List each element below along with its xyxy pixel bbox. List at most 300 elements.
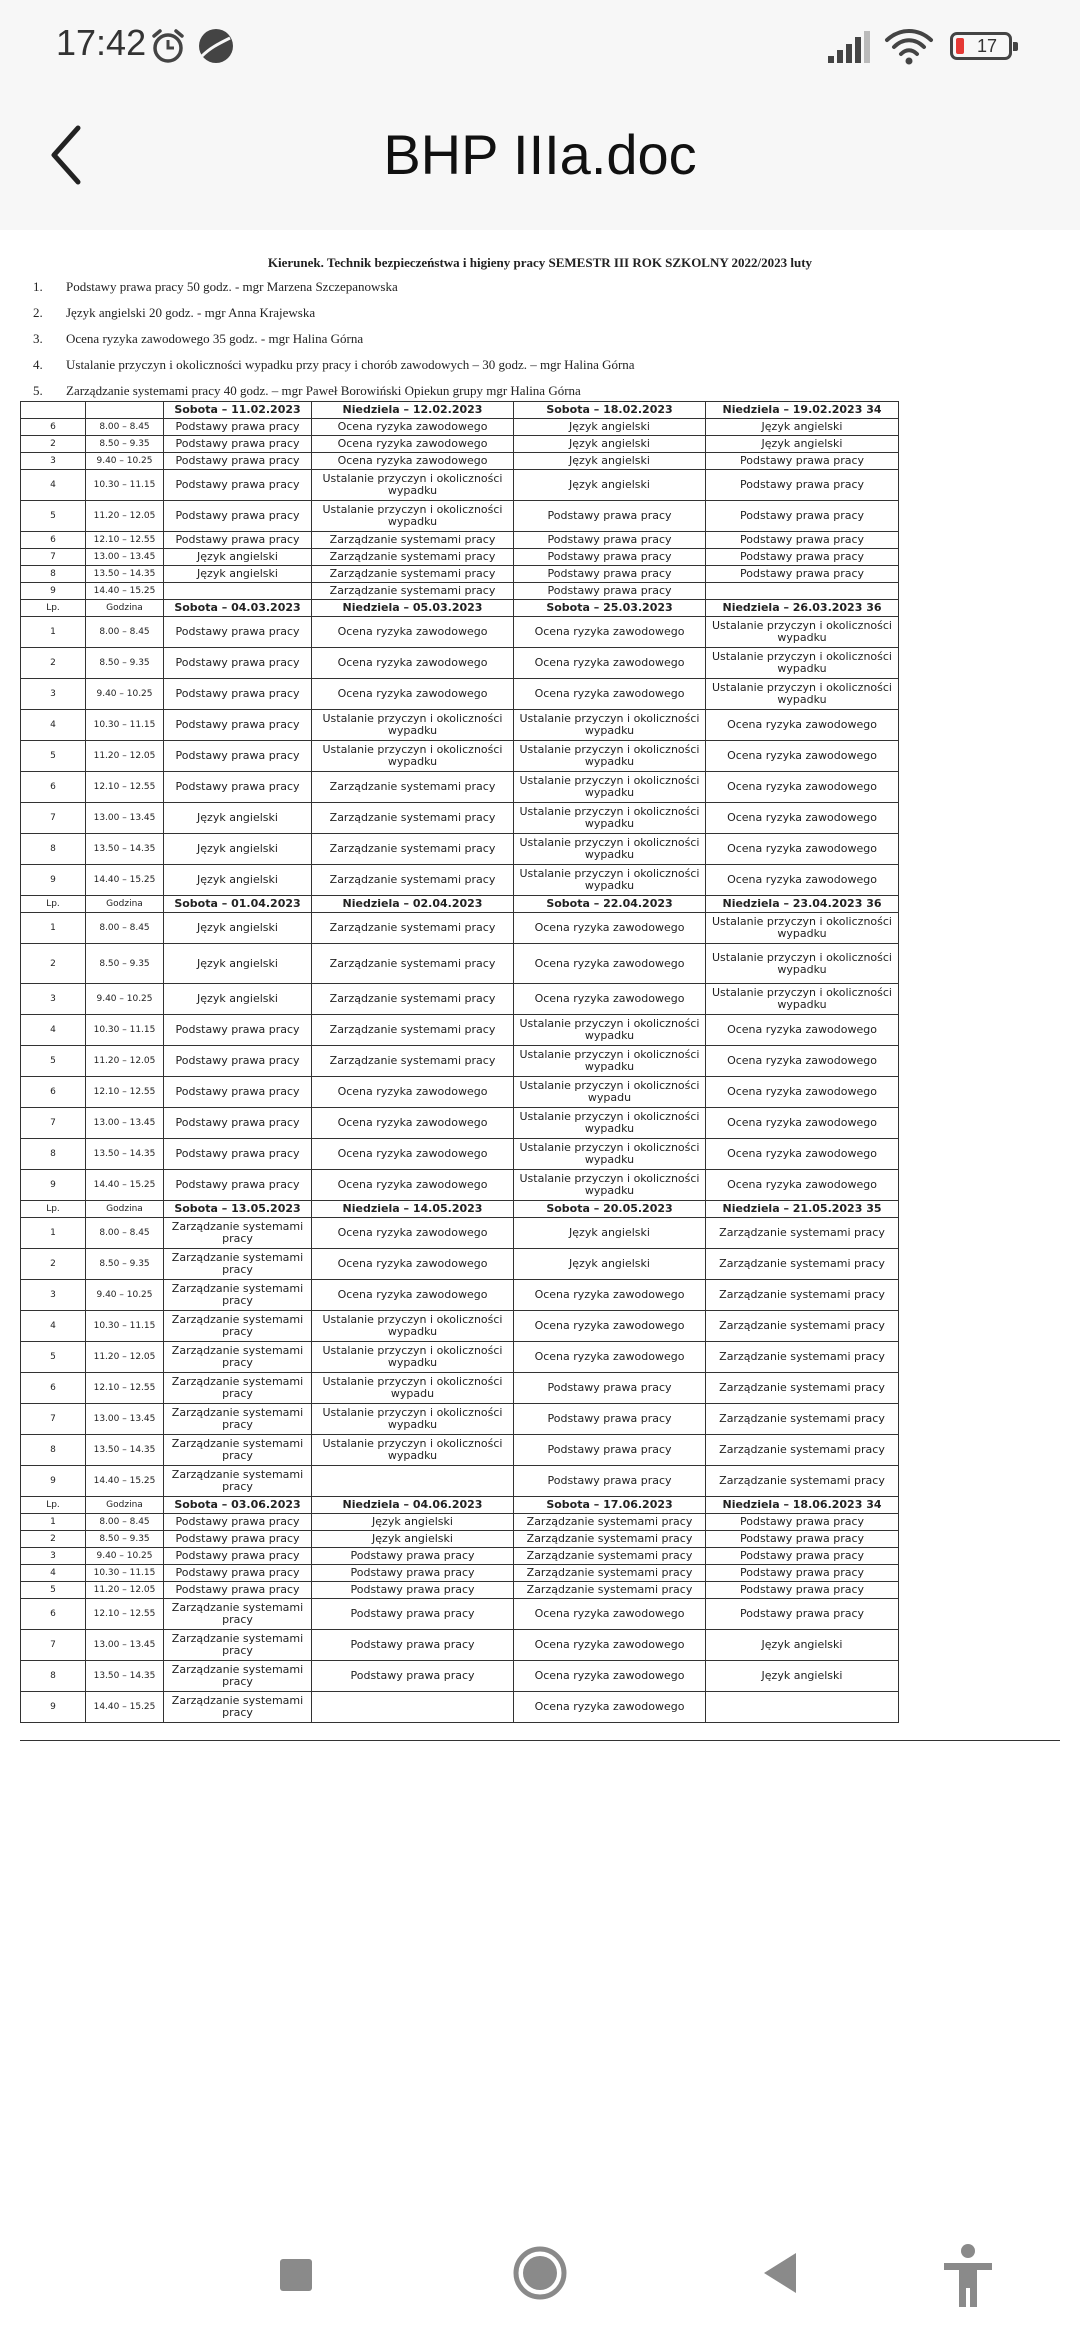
- day2-cell: Ocena ryzyka zawodowego: [312, 1139, 514, 1170]
- lesson-number-cell: 4: [21, 1311, 86, 1342]
- day2-cell: Zarządzanie systemami pracy: [312, 532, 514, 549]
- time-cell: 9.40 – 10.25: [86, 679, 164, 710]
- time-cell: 13.50 – 14.35: [86, 834, 164, 865]
- day4-cell: Podstawy prawa pracy: [706, 453, 899, 470]
- day4-cell: Zarządzanie systemami pracy: [706, 1373, 899, 1404]
- lesson-number-cell: 6: [21, 532, 86, 549]
- table-row: [21, 1108, 899, 1139]
- lesson-number-cell: 3: [21, 1548, 86, 1565]
- time-cell: 11.20 – 12.05: [86, 1046, 164, 1077]
- day1-cell: Podstawy prawa pracy: [164, 1582, 312, 1599]
- app-bar: [0, 80, 1080, 230]
- header-cell: Godzina: [86, 600, 164, 617]
- header-cell: Lp.: [21, 896, 86, 913]
- header-cell: Godzina: [86, 896, 164, 913]
- day1-cell: Podstawy prawa pracy: [164, 710, 312, 741]
- day1-cell: Zarządzanie systemami pracy: [164, 1218, 312, 1249]
- day4-cell: Podstawy prawa pracy: [706, 1599, 899, 1630]
- lesson-number-cell: 1: [21, 617, 86, 648]
- wifi-icon: [884, 26, 934, 66]
- table-row: [21, 913, 899, 944]
- accessibility-person-icon: [940, 2243, 996, 2309]
- day3-cell: Ocena ryzyka zawodowego: [514, 1311, 706, 1342]
- time-cell: 10.30 – 11.15: [86, 470, 164, 501]
- time-cell: 8.50 – 9.35: [86, 648, 164, 679]
- table-row: [21, 648, 899, 679]
- day1-cell: Podstawy prawa pracy: [164, 1077, 312, 1108]
- time-cell: 14.40 – 15.25: [86, 583, 164, 600]
- time-cell: 10.30 – 11.15: [86, 710, 164, 741]
- time-cell: 14.40 – 15.25: [86, 1692, 164, 1723]
- time-cell: 12.10 – 12.55: [86, 1077, 164, 1108]
- table-row: [21, 741, 899, 772]
- day2-cell: Zarządzanie systemami pracy: [312, 549, 514, 566]
- day4-cell: Język angielski: [706, 436, 899, 453]
- signal-icon: [826, 30, 874, 64]
- header-cell: Sobota – 18.02.2023: [514, 402, 706, 419]
- day2-cell: Ustalanie przyczyn i okoliczności wypadku: [312, 501, 514, 532]
- day1-cell: Podstawy prawa pracy: [164, 1015, 312, 1046]
- day3-cell: Ustalanie przyczyn i okoliczności wypadku: [514, 741, 706, 772]
- system-back-button[interactable]: [760, 2251, 800, 2295]
- home-button[interactable]: [512, 2245, 568, 2301]
- time-cell: 10.30 – 11.15: [86, 1311, 164, 1342]
- day3-cell: Ocena ryzyka zawodowego: [514, 1661, 706, 1692]
- lesson-number-cell: 5: [21, 1342, 86, 1373]
- table-row: [21, 1514, 899, 1531]
- time-cell: 14.40 – 15.25: [86, 1170, 164, 1201]
- day2-cell: Ocena ryzyka zawodowego: [312, 1108, 514, 1139]
- document-title: BHP IIIa.doc: [383, 123, 697, 186]
- day4-cell: Zarządzanie systemami pracy: [706, 1311, 899, 1342]
- lesson-number-cell: 1: [21, 1514, 86, 1531]
- day2-cell: Zarządzanie systemami pracy: [312, 1046, 514, 1077]
- time-cell: 9.40 – 10.25: [86, 1280, 164, 1311]
- day4-cell: Podstawy prawa pracy: [706, 470, 899, 501]
- day4-cell: Ustalanie przyczyn i okoliczności wypadku: [706, 617, 899, 648]
- day2-cell: Ocena ryzyka zawodowego: [312, 679, 514, 710]
- day1-cell: Podstawy prawa pracy: [164, 436, 312, 453]
- time-cell: 8.50 – 9.35: [86, 944, 164, 984]
- day4-cell: Zarządzanie systemami pracy: [706, 1342, 899, 1373]
- day1-cell: Podstawy prawa pracy: [164, 1548, 312, 1565]
- table-row: [21, 549, 899, 566]
- day4-cell: Podstawy prawa pracy: [706, 1582, 899, 1599]
- recents-button[interactable]: [276, 2255, 316, 2295]
- table-row: [21, 710, 899, 741]
- day1-cell: Podstawy prawa pracy: [164, 648, 312, 679]
- day4-cell: Ocena ryzyka zawodowego: [706, 834, 899, 865]
- header-cell: Sobota – 03.06.2023: [164, 1497, 312, 1514]
- day4-cell: Podstawy prawa pracy: [706, 501, 899, 532]
- schedule-header-row: [21, 896, 899, 913]
- day2-cell: Zarządzanie systemami pracy: [312, 913, 514, 944]
- table-row: [21, 501, 899, 532]
- lesson-number-cell: 4: [21, 710, 86, 741]
- day3-cell: Ocena ryzyka zawodowego: [514, 1630, 706, 1661]
- table-row: [21, 419, 899, 436]
- lesson-number-cell: 3: [21, 679, 86, 710]
- lesson-number-cell: 3: [21, 453, 86, 470]
- day3-cell: Podstawy prawa pracy: [514, 1373, 706, 1404]
- day2-cell: [312, 1692, 514, 1723]
- day1-cell: Język angielski: [164, 913, 312, 944]
- time-cell: 10.30 – 11.15: [86, 1015, 164, 1046]
- day1-cell: Podstawy prawa pracy: [164, 453, 312, 470]
- day2-cell: Podstawy prawa pracy: [312, 1565, 514, 1582]
- time-cell: 11.20 – 12.05: [86, 501, 164, 532]
- day1-cell: Podstawy prawa pracy: [164, 617, 312, 648]
- lesson-number-cell: 7: [21, 1108, 86, 1139]
- header-cell: Sobota – 11.02.2023: [164, 402, 312, 419]
- day1-cell: Podstawy prawa pracy: [164, 772, 312, 803]
- day3-cell: Podstawy prawa pracy: [514, 1404, 706, 1435]
- lesson-number-cell: 8: [21, 1435, 86, 1466]
- day3-cell: Ocena ryzyka zawodowego: [514, 1342, 706, 1373]
- day1-cell: Język angielski: [164, 984, 312, 1015]
- list-item: 4. Ustalanie przyczyn i okoliczności wypadku przy pracy i chorób zawodowych – 30 godz. – mgr Halina Górna: [46, 357, 1060, 373]
- day3-cell: Zarządzanie systemami pracy: [514, 1565, 706, 1582]
- day3-cell: Zarządzanie systemami pracy: [514, 1548, 706, 1565]
- day4-cell: Ocena ryzyka zawodowego: [706, 741, 899, 772]
- day1-cell: Język angielski: [164, 803, 312, 834]
- table-row: [21, 1342, 899, 1373]
- lesson-number-cell: 1: [21, 913, 86, 944]
- day2-cell: Podstawy prawa pracy: [312, 1582, 514, 1599]
- time-cell: 12.10 – 12.55: [86, 532, 164, 549]
- day3-cell: Język angielski: [514, 453, 706, 470]
- day2-cell: Podstawy prawa pracy: [312, 1599, 514, 1630]
- day4-cell: Ustalanie przyczyn i okoliczności wypadku: [706, 648, 899, 679]
- day4-cell: Ocena ryzyka zawodowego: [706, 1108, 899, 1139]
- day1-cell: Zarządzanie systemami pracy: [164, 1466, 312, 1497]
- table-row: [21, 1531, 899, 1548]
- day3-cell: Język angielski: [514, 419, 706, 436]
- day1-cell: Zarządzanie systemami pracy: [164, 1435, 312, 1466]
- day4-cell: Zarządzanie systemami pracy: [706, 1404, 899, 1435]
- lesson-number-cell: 5: [21, 1046, 86, 1077]
- day2-cell: Ustalanie przyczyn i okoliczności wypadu: [312, 1373, 514, 1404]
- table-row: [21, 944, 899, 984]
- time-cell: 13.00 – 13.45: [86, 549, 164, 566]
- lesson-number-cell: 2: [21, 648, 86, 679]
- lesson-number-cell: 3: [21, 1280, 86, 1311]
- time-cell: 10.30 – 11.15: [86, 1565, 164, 1582]
- lesson-number-cell: 5: [21, 1582, 86, 1599]
- day4-cell: Ocena ryzyka zawodowego: [706, 1077, 899, 1108]
- time-cell: 11.20 – 12.05: [86, 1342, 164, 1373]
- table-row: [21, 1046, 899, 1077]
- time-cell: 13.00 – 13.45: [86, 1630, 164, 1661]
- schedule-header-row: [21, 1201, 899, 1218]
- day3-cell: Ustalanie przyczyn i okoliczności wypadu: [514, 1077, 706, 1108]
- schedule-header-row: [21, 402, 899, 419]
- day4-cell: Ocena ryzyka zawodowego: [706, 710, 899, 741]
- day3-cell: Ustalanie przyczyn i okoliczności wypadku: [514, 772, 706, 803]
- header-cell: Sobota – 01.04.2023: [164, 896, 312, 913]
- day2-cell: Ocena ryzyka zawodowego: [312, 419, 514, 436]
- day4-cell: Zarządzanie systemami pracy: [706, 1280, 899, 1311]
- day1-cell: Podstawy prawa pracy: [164, 741, 312, 772]
- day2-cell: Zarządzanie systemami pracy: [312, 566, 514, 583]
- status-time: 17:42: [56, 22, 147, 63]
- day2-cell: Ustalanie przyczyn i okoliczności wypadku: [312, 1342, 514, 1373]
- list-item: 3. Ocena ryzyka zawodowego 35 godz. - mgr Halina Górna: [46, 331, 1060, 347]
- day1-cell: Język angielski: [164, 834, 312, 865]
- header-cell: Niedziela – 21.05.2023 35: [706, 1201, 899, 1218]
- table-row: [21, 1311, 899, 1342]
- time-cell: 13.00 – 13.45: [86, 1108, 164, 1139]
- day1-cell: Zarządzanie systemami pracy: [164, 1373, 312, 1404]
- table-row: [21, 1548, 899, 1565]
- day4-cell: [706, 1692, 899, 1723]
- day1-cell: Zarządzanie systemami pracy: [164, 1249, 312, 1280]
- day1-cell: Język angielski: [164, 549, 312, 566]
- day3-cell: Ocena ryzyka zawodowego: [514, 1599, 706, 1630]
- header-cell: Lp.: [21, 600, 86, 617]
- day1-cell: Zarządzanie systemami pracy: [164, 1342, 312, 1373]
- alarm-icon: [148, 26, 188, 66]
- header-cell: Sobota – 20.05.2023: [514, 1201, 706, 1218]
- table-row: [21, 1466, 899, 1497]
- table-row: [21, 1139, 899, 1170]
- day1-cell: Język angielski: [164, 566, 312, 583]
- time-cell: 9.40 – 10.25: [86, 984, 164, 1015]
- day3-cell: Język angielski: [514, 470, 706, 501]
- header-cell: Niedziela – 14.05.2023: [312, 1201, 514, 1218]
- day2-cell: Zarządzanie systemami pracy: [312, 984, 514, 1015]
- day2-cell: Ocena ryzyka zawodowego: [312, 1280, 514, 1311]
- recents-square-icon: [276, 2255, 316, 2295]
- day4-cell: Ocena ryzyka zawodowego: [706, 1046, 899, 1077]
- day2-cell: Zarządzanie systemami pracy: [312, 865, 514, 896]
- day2-cell: Ustalanie przyczyn i okoliczności wypadku: [312, 1404, 514, 1435]
- lesson-number-cell: 8: [21, 834, 86, 865]
- battery-icon: [950, 32, 1012, 60]
- day4-cell: Zarządzanie systemami pracy: [706, 1466, 899, 1497]
- header-cell: Godzina: [86, 1497, 164, 1514]
- day2-cell: Ustalanie przyczyn i okoliczności wypadku: [312, 741, 514, 772]
- table-row: [21, 1582, 899, 1599]
- day4-cell: Ustalanie przyczyn i okoliczności wypadku: [706, 944, 899, 984]
- day4-cell: Ocena ryzyka zawodowego: [706, 803, 899, 834]
- header-cell: Lp.: [21, 1201, 86, 1218]
- day1-cell: Podstawy prawa pracy: [164, 1139, 312, 1170]
- header-cell: Niedziela – 18.06.2023 34: [706, 1497, 899, 1514]
- day1-cell: Podstawy prawa pracy: [164, 470, 312, 501]
- header-cell: Niedziela – 23.04.2023 36: [706, 896, 899, 913]
- table-row: [21, 1249, 899, 1280]
- day4-cell: Ocena ryzyka zawodowego: [706, 1139, 899, 1170]
- header-cell: Niedziela – 05.03.2023: [312, 600, 514, 617]
- schedule-table: [20, 401, 899, 1723]
- table-row: [21, 1170, 899, 1201]
- day2-cell: Ocena ryzyka zawodowego: [312, 1218, 514, 1249]
- table-row: [21, 679, 899, 710]
- day4-cell: Ocena ryzyka zawodowego: [706, 1015, 899, 1046]
- header-cell: Niedziela – 12.02.2023: [312, 402, 514, 419]
- day1-cell: Podstawy prawa pracy: [164, 1046, 312, 1077]
- day1-cell: Zarządzanie systemami pracy: [164, 1404, 312, 1435]
- day2-cell: Ocena ryzyka zawodowego: [312, 1249, 514, 1280]
- home-circle-icon: [512, 2245, 568, 2301]
- lesson-number-cell: 7: [21, 1630, 86, 1661]
- table-row: [21, 1630, 899, 1661]
- lesson-number-cell: 5: [21, 741, 86, 772]
- back-triangle-icon: [760, 2251, 800, 2295]
- lesson-number-cell: 9: [21, 1170, 86, 1201]
- lesson-number-cell: 2: [21, 944, 86, 984]
- day2-cell: Podstawy prawa pracy: [312, 1630, 514, 1661]
- day4-cell: Podstawy prawa pracy: [706, 1514, 899, 1531]
- day3-cell: Ocena ryzyka zawodowego: [514, 648, 706, 679]
- day3-cell: Język angielski: [514, 1218, 706, 1249]
- day4-cell: Podstawy prawa pracy: [706, 1531, 899, 1548]
- time-cell: 8.50 – 9.35: [86, 436, 164, 453]
- lesson-number-cell: 6: [21, 1373, 86, 1404]
- list-item: 1. Podstawy prawa pracy 50 godz. - mgr Marzena Szczepanowska: [46, 279, 1060, 295]
- day1-cell: Podstawy prawa pracy: [164, 1514, 312, 1531]
- lesson-number-cell: 7: [21, 549, 86, 566]
- time-cell: 14.40 – 15.25: [86, 865, 164, 896]
- lesson-number-cell: 2: [21, 436, 86, 453]
- day2-cell: Język angielski: [312, 1531, 514, 1548]
- accessibility-button[interactable]: [940, 2243, 996, 2309]
- time-cell: 13.50 – 14.35: [86, 1435, 164, 1466]
- table-row: [21, 803, 899, 834]
- day3-cell: Ocena ryzyka zawodowego: [514, 944, 706, 984]
- lesson-number-cell: 8: [21, 1139, 86, 1170]
- time-cell: 11.20 – 12.05: [86, 741, 164, 772]
- header-cell: Niedziela – 26.03.2023 36: [706, 600, 899, 617]
- table-row: [21, 1280, 899, 1311]
- time-cell: 11.20 – 12.05: [86, 1582, 164, 1599]
- time-cell: 13.00 – 13.45: [86, 1404, 164, 1435]
- day3-cell: Podstawy prawa pracy: [514, 549, 706, 566]
- lesson-number-cell: 4: [21, 1565, 86, 1582]
- day1-cell: Podstawy prawa pracy: [164, 1170, 312, 1201]
- lesson-number-cell: 7: [21, 1404, 86, 1435]
- day2-cell: Zarządzanie systemami pracy: [312, 583, 514, 600]
- lesson-number-cell: 4: [21, 470, 86, 501]
- day2-cell: Zarządzanie systemami pracy: [312, 944, 514, 984]
- day1-cell: Podstawy prawa pracy: [164, 679, 312, 710]
- time-cell: 8.00 – 8.45: [86, 1218, 164, 1249]
- table-row: [21, 1435, 899, 1466]
- day1-cell: Język angielski: [164, 865, 312, 896]
- day1-cell: Podstawy prawa pracy: [164, 1565, 312, 1582]
- time-cell: 8.00 – 8.45: [86, 617, 164, 648]
- time-cell: 9.40 – 10.25: [86, 1548, 164, 1565]
- day4-cell: Podstawy prawa pracy: [706, 1548, 899, 1565]
- day1-cell: [164, 583, 312, 600]
- day3-cell: Podstawy prawa pracy: [514, 1435, 706, 1466]
- table-row: [21, 984, 899, 1015]
- navigation-bar: [0, 2205, 1080, 2340]
- table-row: [21, 1373, 899, 1404]
- day3-cell: Podstawy prawa pracy: [514, 583, 706, 600]
- table-row: [21, 453, 899, 470]
- day3-cell: Ocena ryzyka zawodowego: [514, 913, 706, 944]
- day2-cell: Ustalanie przyczyn i okoliczności wypadku: [312, 470, 514, 501]
- day1-cell: Zarządzanie systemami pracy: [164, 1280, 312, 1311]
- schedule-header-row: [21, 1497, 899, 1514]
- day1-cell: Zarządzanie systemami pracy: [164, 1630, 312, 1661]
- time-cell: 13.00 – 13.45: [86, 803, 164, 834]
- header-cell: [86, 402, 164, 419]
- day4-cell: Zarządzanie systemami pracy: [706, 1218, 899, 1249]
- day4-cell: Podstawy prawa pracy: [706, 532, 899, 549]
- day3-cell: Podstawy prawa pracy: [514, 532, 706, 549]
- table-row: [21, 470, 899, 501]
- day3-cell: Zarządzanie systemami pracy: [514, 1582, 706, 1599]
- header-cell: Sobota – 22.04.2023: [514, 896, 706, 913]
- day1-cell: Podstawy prawa pracy: [164, 1531, 312, 1548]
- header-cell: Niedziela – 19.02.2023 34: [706, 402, 899, 419]
- day2-cell: Zarządzanie systemami pracy: [312, 803, 514, 834]
- day4-cell: Ustalanie przyczyn i okoliczności wypadku: [706, 913, 899, 944]
- list-item: 2. Język angielski 20 godz. - mgr Anna Krajewska: [46, 305, 1060, 321]
- day2-cell: Ustalanie przyczyn i okoliczności wypadku: [312, 710, 514, 741]
- day3-cell: Zarządzanie systemami pracy: [514, 1531, 706, 1548]
- day3-cell: Język angielski: [514, 1249, 706, 1280]
- day2-cell: Ocena ryzyka zawodowego: [312, 617, 514, 648]
- day1-cell: Zarządzanie systemami pracy: [164, 1661, 312, 1692]
- day2-cell: Ocena ryzyka zawodowego: [312, 648, 514, 679]
- header-cell: Niedziela – 02.04.2023: [312, 896, 514, 913]
- lesson-number-cell: 6: [21, 1077, 86, 1108]
- header-cell: Sobota – 13.05.2023: [164, 1201, 312, 1218]
- day3-cell: Podstawy prawa pracy: [514, 1466, 706, 1497]
- day1-cell: Podstawy prawa pracy: [164, 1108, 312, 1139]
- time-cell: 12.10 – 12.55: [86, 1373, 164, 1404]
- table-row: [21, 532, 899, 549]
- time-cell: 12.10 – 12.55: [86, 772, 164, 803]
- table-row: [21, 1565, 899, 1582]
- day1-cell: Podstawy prawa pracy: [164, 419, 312, 436]
- table-row: [21, 566, 899, 583]
- lesson-number-cell: 2: [21, 1249, 86, 1280]
- table-row: [21, 583, 899, 600]
- header-cell: Sobota – 25.03.2023: [514, 600, 706, 617]
- day2-cell: Podstawy prawa pracy: [312, 1661, 514, 1692]
- day4-cell: Podstawy prawa pracy: [706, 549, 899, 566]
- time-cell: 14.40 – 15.25: [86, 1466, 164, 1497]
- day3-cell: Ocena ryzyka zawodowego: [514, 1692, 706, 1723]
- time-cell: 8.50 – 9.35: [86, 1531, 164, 1548]
- table-row: [21, 772, 899, 803]
- day1-cell: Zarządzanie systemami pracy: [164, 1599, 312, 1630]
- day4-cell: Podstawy prawa pracy: [706, 1565, 899, 1582]
- header-cell: [21, 402, 86, 419]
- header-cell: Sobota – 04.03.2023: [164, 600, 312, 617]
- day3-cell: Ocena ryzyka zawodowego: [514, 617, 706, 648]
- document-heading: Kierunek. Technik bezpieczeństwa i higieny pracy SEMESTR III ROK SZKOLNY 2022/2023 luty: [267, 255, 813, 270]
- lesson-number-cell: 3: [21, 984, 86, 1015]
- day4-cell: Zarządzanie systemami pracy: [706, 1435, 899, 1466]
- status-bar: [0, 0, 1080, 80]
- day2-cell: [312, 1466, 514, 1497]
- header-cell: Niedziela – 04.06.2023: [312, 1497, 514, 1514]
- time-cell: 13.50 – 14.35: [86, 1139, 164, 1170]
- lesson-number-cell: 9: [21, 1692, 86, 1723]
- table-row: [21, 834, 899, 865]
- lesson-number-cell: 9: [21, 583, 86, 600]
- day3-cell: Ustalanie przyczyn i okoliczności wypadku: [514, 1139, 706, 1170]
- schedule-header-row: [21, 600, 899, 617]
- day1-cell: Zarządzanie systemami pracy: [164, 1311, 312, 1342]
- day4-cell: Język angielski: [706, 1661, 899, 1692]
